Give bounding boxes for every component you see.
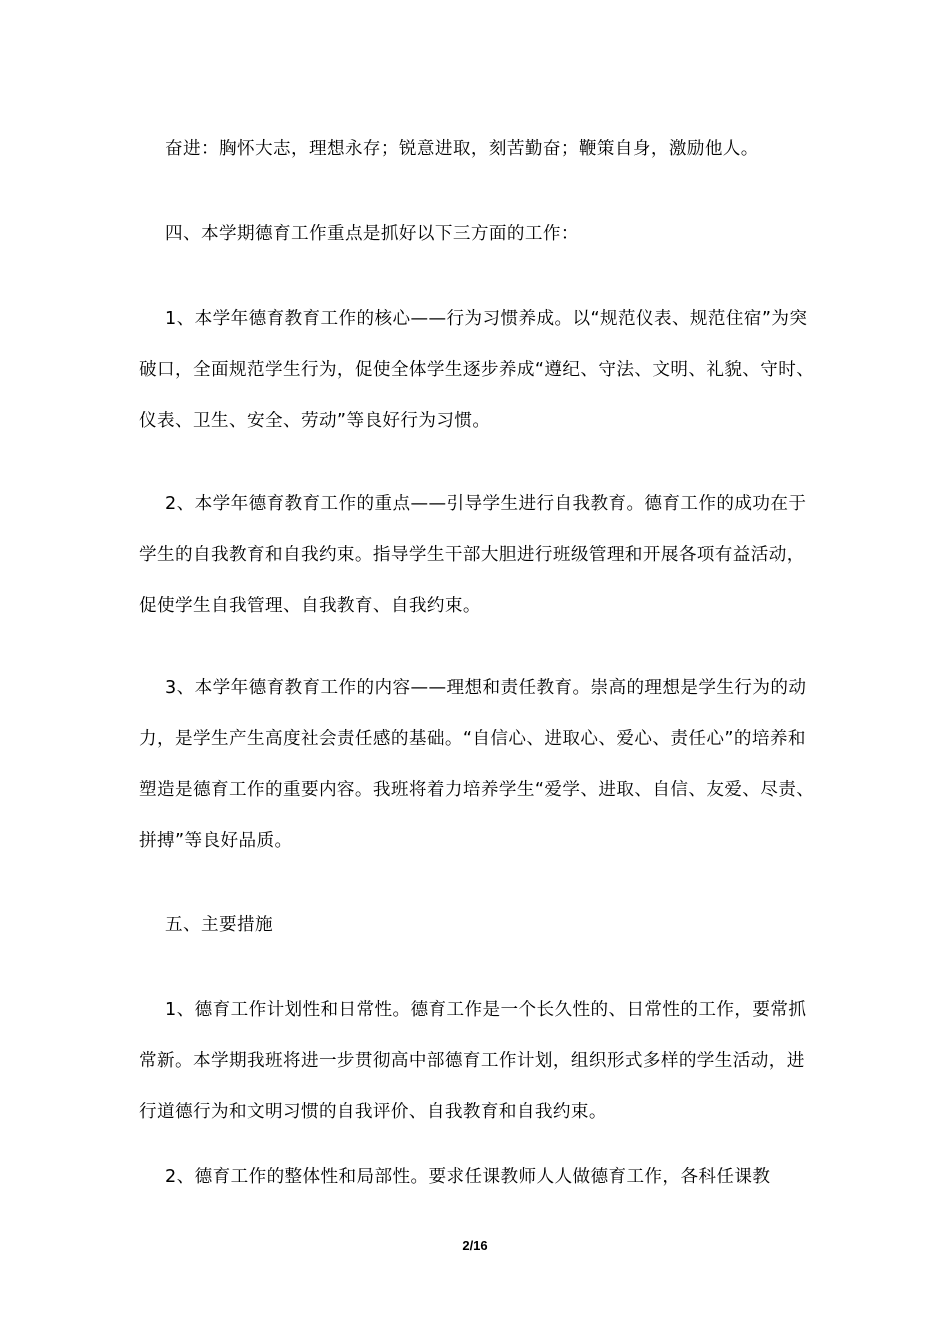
paragraph-self-education: 2、本学年德育教育工作的重点——引导学生进行自我教育。德育工作的成功在于学生的自我教育和自我约束。指导学生干部大胆进行班级管理和开展各项有益活动，促使学生自我管理、自我教育、自我约束。 [139,494,807,616]
paragraph-measure-two: 2、德育工作的整体性和局部性。要求任课教师人人做德育工作，各科任课教 [165,1167,771,1187]
paragraph-ideals: 3、本学年德育教育工作的内容——理想和责任教育。崇高的理想是学生行为的动力，是学生产生高度社会责任感的基础。“自信心、进取心、爱心、责任心”的培养和塑造是德育工作的重要内容。我班将着力培养学生“爱学、进取、自信、友爱、尽责、拼搏”等良好品质。 [139,678,815,851]
paragraph-measure-one: 1、德育工作计划性和日常性。德育工作是一个长久性的、日常性的工作，要常抓常新。本学期我班将进一步贯彻高中部德育工作计划，组织形式多样的学生活动，进行道德行为和文明习惯的自我评价、自我教育和自我约束。 [139,1000,807,1122]
page-number: 2/16 [462,1238,488,1253]
section-heading-five: 五、主要措施 [165,915,273,935]
paragraph-struggle: 奋进：胸怀大志，理想永存；锐意进取，刻苦勤奋；鞭策自身，激励他人。 [165,139,759,159]
paragraph-habits: 1、本学年德育教育工作的核心——行为习惯养成。以“规范仪表、规范住宿”为突破口，全面规范学生行为，促使全体学生逐步养成“遵纪、守法、文明、礼貌、守时、仪表、卫生、安全、劳动”等良好行为习惯。 [139,309,815,431]
section-heading-four: 四、本学期德育工作重点是抓好以下三方面的工作： [165,224,579,244]
